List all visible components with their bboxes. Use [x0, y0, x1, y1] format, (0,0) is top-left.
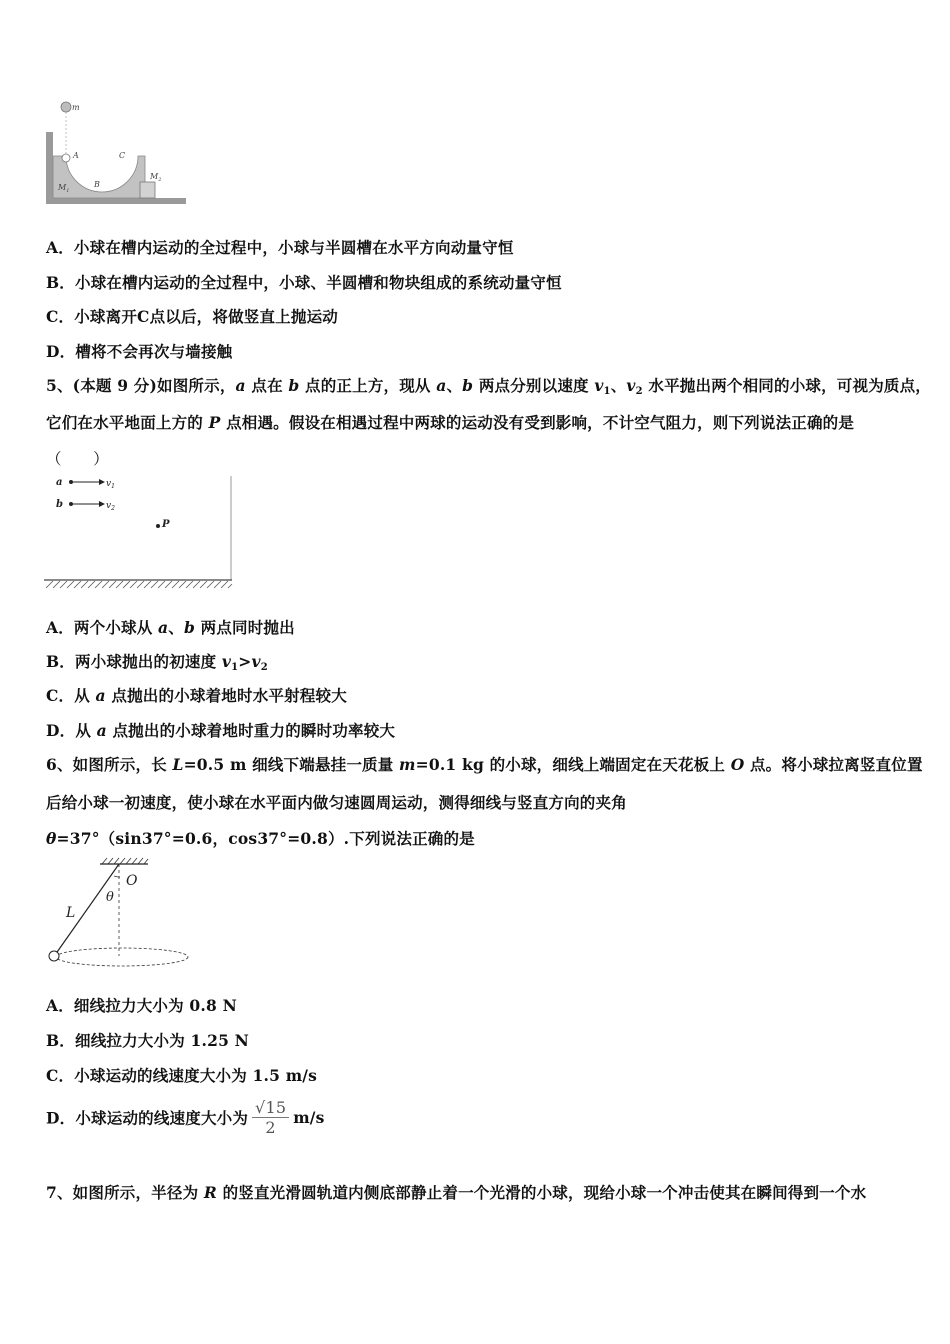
q6-option-b: B．细线拉力大小为 1.25 N: [46, 1031, 250, 1050]
q5-fig-label-v2: $v_2$: [106, 501, 115, 512]
q6-stem-line3: θ=37°（sin37°=0.6，cos37°=0.8）.下列说法正确的是: [46, 829, 475, 848]
q5-option-a: A．两个小球从 a、b 两点同时抛出: [46, 618, 295, 637]
q5-fig-label-P: P: [162, 519, 170, 530]
q5-option-d: D．从 a 点抛出的小球着地时重力的瞬时功率较大: [46, 721, 396, 740]
q6-option-a: A．细线拉力大小为 0.8 N: [46, 996, 237, 1015]
q6-option-d: D．小球运动的线速度大小为 $\frac{√15}{2}$ m/s: [46, 1098, 325, 1137]
sqrt15-over-2-fraction: $\frac{√15}{2}$: [252, 1098, 289, 1137]
q7-stem-line1: 7、如图所示，半径为 R 的竖直光滑圆轨道内侧底部静止着一个光滑的小球，现给小球一个冲击使其在瞬间得到一个水: [46, 1183, 867, 1202]
q6-stem-line1: 6、如图所示，长 L=0.5 m 细线下端悬挂一质量 m=0.1 kg 的小球，细线上端固定在天花板上 O 点。将小球拉离竖直位置: [46, 755, 923, 774]
q6-fig-label-O: O: [126, 873, 138, 889]
q5-stem-line1: 5、(本题 9 分)如图所示，a 点在 b 点的正上方，现从 a、b 两点分别以速度 $v_1$、$v_2$ 水平抛出两个相同的小球，可视为质点，: [46, 376, 931, 397]
q5-stem-line2: 它们在水平地面上方的 P 点相遇。假设在相遇过程中两球的运动没有受到影响，不计空气阻力，则下列说法正确的是: [46, 413, 855, 432]
q4-option-d: D．槽将不会再次与墙接触: [46, 342, 233, 361]
q5-fig-label-b: b: [56, 499, 63, 510]
q5-option-c: C．从 a 点抛出的小球着地时水平射程较大: [46, 686, 347, 705]
q5-fig-label-a: a: [56, 477, 63, 488]
q5-fig-label-v1: $v_1$: [106, 479, 115, 490]
q4-label-B: B: [94, 180, 100, 189]
q5-option-b: B．两小球抛出的初速度 $v_1>v_2$: [46, 652, 268, 673]
q4-option-b: B．小球在槽内运动的全过程中，小球、半圆槽和物块组成的系统动量守恒: [46, 273, 562, 292]
q4-option-c: C．小球离开C点以后，将做竖直上抛运动: [46, 307, 338, 326]
q4-label-M1: $M_1$: [58, 183, 70, 194]
q4-label-M2: $M_2$: [150, 172, 162, 183]
q5-figure: [44, 476, 236, 594]
q4-figure: [44, 98, 189, 208]
q5-answer-paren: （ ）: [46, 450, 109, 468]
q6-stem-line2: 后给小球一初速度，使小球在水平面内做匀速圆周运动，测得细线与竖直方向的夹角: [46, 793, 627, 812]
q4-label-m: m: [72, 103, 80, 112]
q6-fig-label-L: L: [66, 905, 76, 921]
q4-label-A: A: [73, 151, 79, 160]
q4-label-C: C: [119, 151, 126, 160]
q4-option-a: A．小球在槽内运动的全过程中，小球与半圆槽在水平方向动量守恒: [46, 238, 514, 257]
q6-fig-label-theta: θ: [106, 890, 114, 905]
q6-figure: [44, 856, 194, 972]
q6-option-c: C．小球运动的线速度大小为 1.5 m/s: [46, 1066, 318, 1085]
